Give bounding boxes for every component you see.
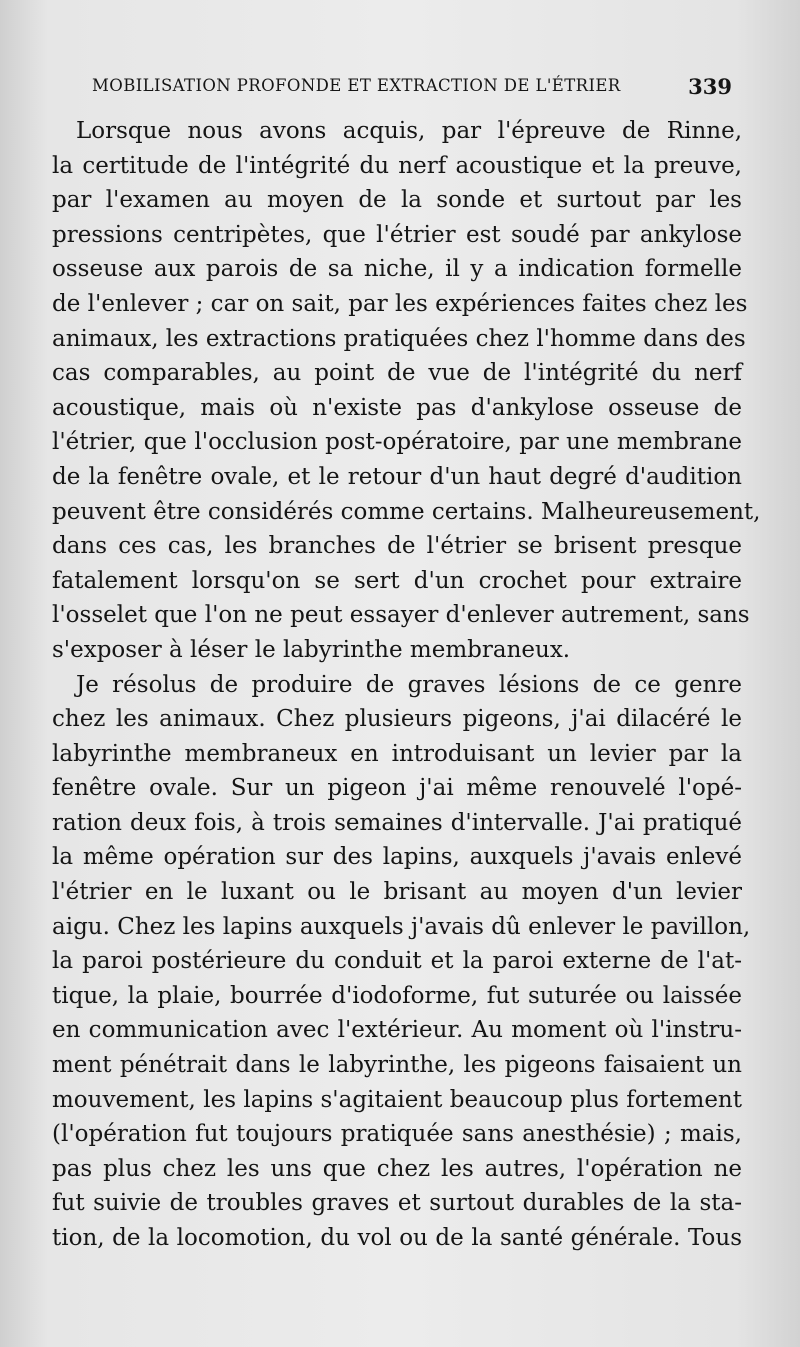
text-line: de l'enlever ; car on sait, par les expériences faites chez les — [52, 290, 748, 317]
text-line: l'étrier, que l'occlusion post-opératoire, par une membrane — [52, 429, 742, 456]
body-text — [52, 114, 761, 1256]
text-line: l'étrier en le luxant ou le brisant au moyen d'un levier — [52, 879, 742, 906]
text-line: de la fenêtre ovale, et le retour d'un haut degré d'audition — [52, 463, 742, 490]
text-line: chez les animaux. Chez plusieurs pigeons, j'ai dilacéré le — [52, 706, 742, 733]
text-line: peuvent être considérés comme certains. Malheureusement, — [52, 498, 761, 525]
text-line: tion, de la locomotion, du vol ou de la santé générale. Tous — [52, 1225, 742, 1251]
text-line: aigu. Chez les lapins auxquels j'avais dû enlever le pavillon, — [52, 913, 751, 940]
text-line: Lorsque nous avons acquis, par l'épreuve de Rinne, — [76, 118, 742, 144]
text-line: mouvement, les lapins s'agitaient beaucoup plus fortement — [52, 1086, 742, 1113]
running-header — [92, 76, 732, 106]
text-line: ment pénétrait dans le labyrinthe, les pigeons faisaient un — [52, 1052, 742, 1079]
text-line: ration deux fois, à trois semaines d'intervalle. J'ai pratiqué — [52, 809, 742, 836]
text-line: cas comparables, au point de vue de l'intégrité du nerf — [52, 360, 742, 387]
text-line: osseuse aux parois de sa niche, il y a indication formelle — [52, 256, 742, 283]
text-line: (l'opération fut toujours pratiquée sans anesthésie) ; mais, — [52, 1121, 742, 1148]
text-line: l'osselet que l'on ne peut essayer d'enlever autrement, sans — [52, 602, 750, 629]
page-number: 339 — [688, 74, 732, 99]
text-line: la paroi postérieure du conduit et la paroi externe de l'at- — [52, 948, 742, 975]
text-line: acoustique, mais où n'existe pas d'ankylose osseuse de — [52, 394, 742, 421]
text-line: fenêtre ovale. Sur un pigeon j'ai même renouvelé l'opé- — [52, 775, 742, 802]
text-line: pas plus chez les uns que chez les autres, l'opération ne — [52, 1155, 742, 1182]
text-line: tique, la plaie, bourrée d'iodoforme, fut suturée ou laissée — [52, 982, 742, 1009]
text-line: Je résolus de produire de graves lésions de ce genre — [76, 671, 742, 698]
text-line: en communication avec l'extérieur. Au moment où l'instru- — [52, 1017, 742, 1044]
header-title: MOBILISATION PROFONDE ET EXTRACTION DE L'ÉTRIER — [92, 76, 621, 95]
text-line: labyrinthe membraneux en introduisant un levier par la — [52, 740, 742, 767]
text-line: animaux, les extractions pratiquées chez l'homme dans des — [52, 325, 746, 352]
text-line: fut suivie de troubles graves et surtout durables de la sta- — [52, 1190, 742, 1217]
text-line: la même opération sur des lapins, auxquels j'avais enlevé — [52, 844, 742, 871]
text-line: fatalement lorsqu'on se sert d'un crochet pour extraire — [52, 567, 742, 594]
text-line: la certitude de l'intégrité du nerf acoustique et la preuve, — [52, 152, 742, 179]
text-line: s'exposer à léser le labyrinthe membraneux. — [52, 636, 571, 663]
text-line: dans ces cas, les branches de l'étrier se brisent presque — [52, 533, 742, 560]
text-line: par l'examen au moyen de la sonde et surtout par les — [52, 187, 742, 214]
text-line: pressions centripètes, que l'étrier est soudé par ankylose — [52, 221, 742, 248]
